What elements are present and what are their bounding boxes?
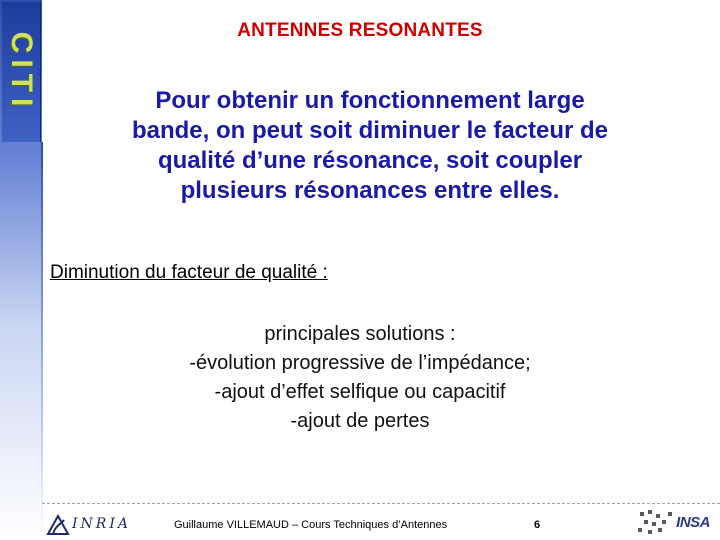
inria-label: INRIA <box>72 516 131 532</box>
solutions-line: -évolution progressive de l’impédance; <box>189 352 531 374</box>
solutions-line: principales solutions : <box>264 323 456 345</box>
page-number: 6 <box>534 519 541 531</box>
intro-line: qualité d’une résonance, soit coupler <box>157 147 583 174</box>
solutions-line: -ajout de pertes <box>290 410 430 432</box>
intro-line: plusieurs résonances entre elles. <box>180 177 560 204</box>
intro-line: Pour obtenir un fonctionnement large <box>155 87 585 114</box>
citi-logo-text: CITI <box>5 31 38 113</box>
footer-divider <box>42 503 720 504</box>
inria-logo <box>46 514 138 536</box>
insa-label: INSA <box>676 514 710 531</box>
section-heading: Diminution du facteur de qualité : <box>50 262 328 283</box>
slide-title: ANTENNES RESONANTES <box>237 20 483 41</box>
intro-line: bande, on peut soit diminuer le facteur de <box>131 117 609 144</box>
insa-dots-icon <box>636 508 680 538</box>
intro-paragraph <box>74 86 666 206</box>
solutions-list <box>120 320 600 436</box>
insa-logo <box>636 508 716 538</box>
side-divider <box>41 142 43 540</box>
solutions-line: -ajout d’effet selfique ou capacitif <box>214 381 506 403</box>
footer-caption: Guillaume VILLEMAUD – Cours Techniques d’Antennes <box>174 519 448 531</box>
inria-emblem-icon <box>46 514 70 536</box>
citi-logo <box>2 2 41 142</box>
